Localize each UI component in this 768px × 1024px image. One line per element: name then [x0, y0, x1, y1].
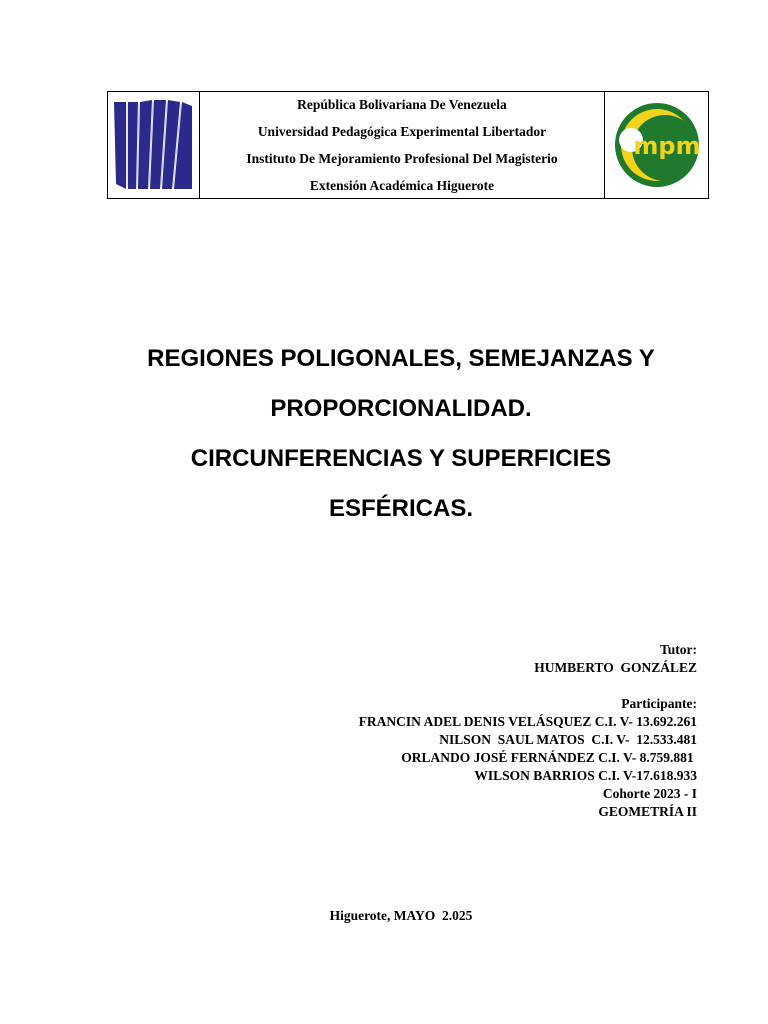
upel-logo — [108, 92, 200, 198]
participant-entry: ORLANDO JOSÉ FERNÁNDEZ C.I. V- 8.759.881 — [401, 750, 697, 765]
title-line-1: REGIONES POLIGONALES, SEMEJANZAS Y — [147, 345, 655, 372]
header-line-extension: Extensión Académica Higuerote — [309, 178, 495, 193]
header-text-block — [200, 92, 604, 198]
title-line-3: CIRCUNFERENCIAS Y SUPERFICIES — [190, 445, 612, 472]
tutor-label: Tutor: — [659, 642, 697, 657]
ipm-logo — [605, 92, 709, 198]
course-text: GEOMETRÍA II — [598, 804, 697, 819]
ipm-logo-cell — [604, 92, 708, 198]
participants-label: Participante: — [621, 696, 697, 711]
title-line-2: PROPORCIONALIDAD. — [270, 395, 532, 422]
place-date: Higuerote, MAYO 2.025 — [329, 908, 473, 923]
spacer — [359, 677, 697, 695]
institution-header — [107, 91, 709, 199]
document-title — [0, 336, 768, 536]
upel-logo-cell — [108, 92, 200, 198]
header-line-university: Universidad Pedagógica Experimental Libertador — [257, 124, 547, 139]
tutor-name: HUMBERTO GONZÁLEZ — [534, 660, 697, 675]
author-info-block — [359, 641, 697, 821]
cohort-text: Cohorte 2023 - I — [602, 786, 697, 801]
participant-entry: NILSON SAUL MATOS C.I. V- 12.533.481 — [439, 732, 697, 747]
participant-entry: FRANCIN ADEL DENIS VELÁSQUEZ C.I. V- 13.692.261 — [358, 714, 697, 729]
header-line-institute: Instituto De Mejoramiento Profesional Del Magisterio — [246, 151, 558, 166]
title-line-4: ESFÉRICAS. — [328, 495, 474, 522]
participant-entry: WILSON BARRIOS C.I. V-17.618.933 — [474, 768, 697, 783]
ipm-logo-text: mpm — [633, 132, 701, 160]
header-line-country: República Bolivariana De Venezuela — [297, 97, 507, 112]
